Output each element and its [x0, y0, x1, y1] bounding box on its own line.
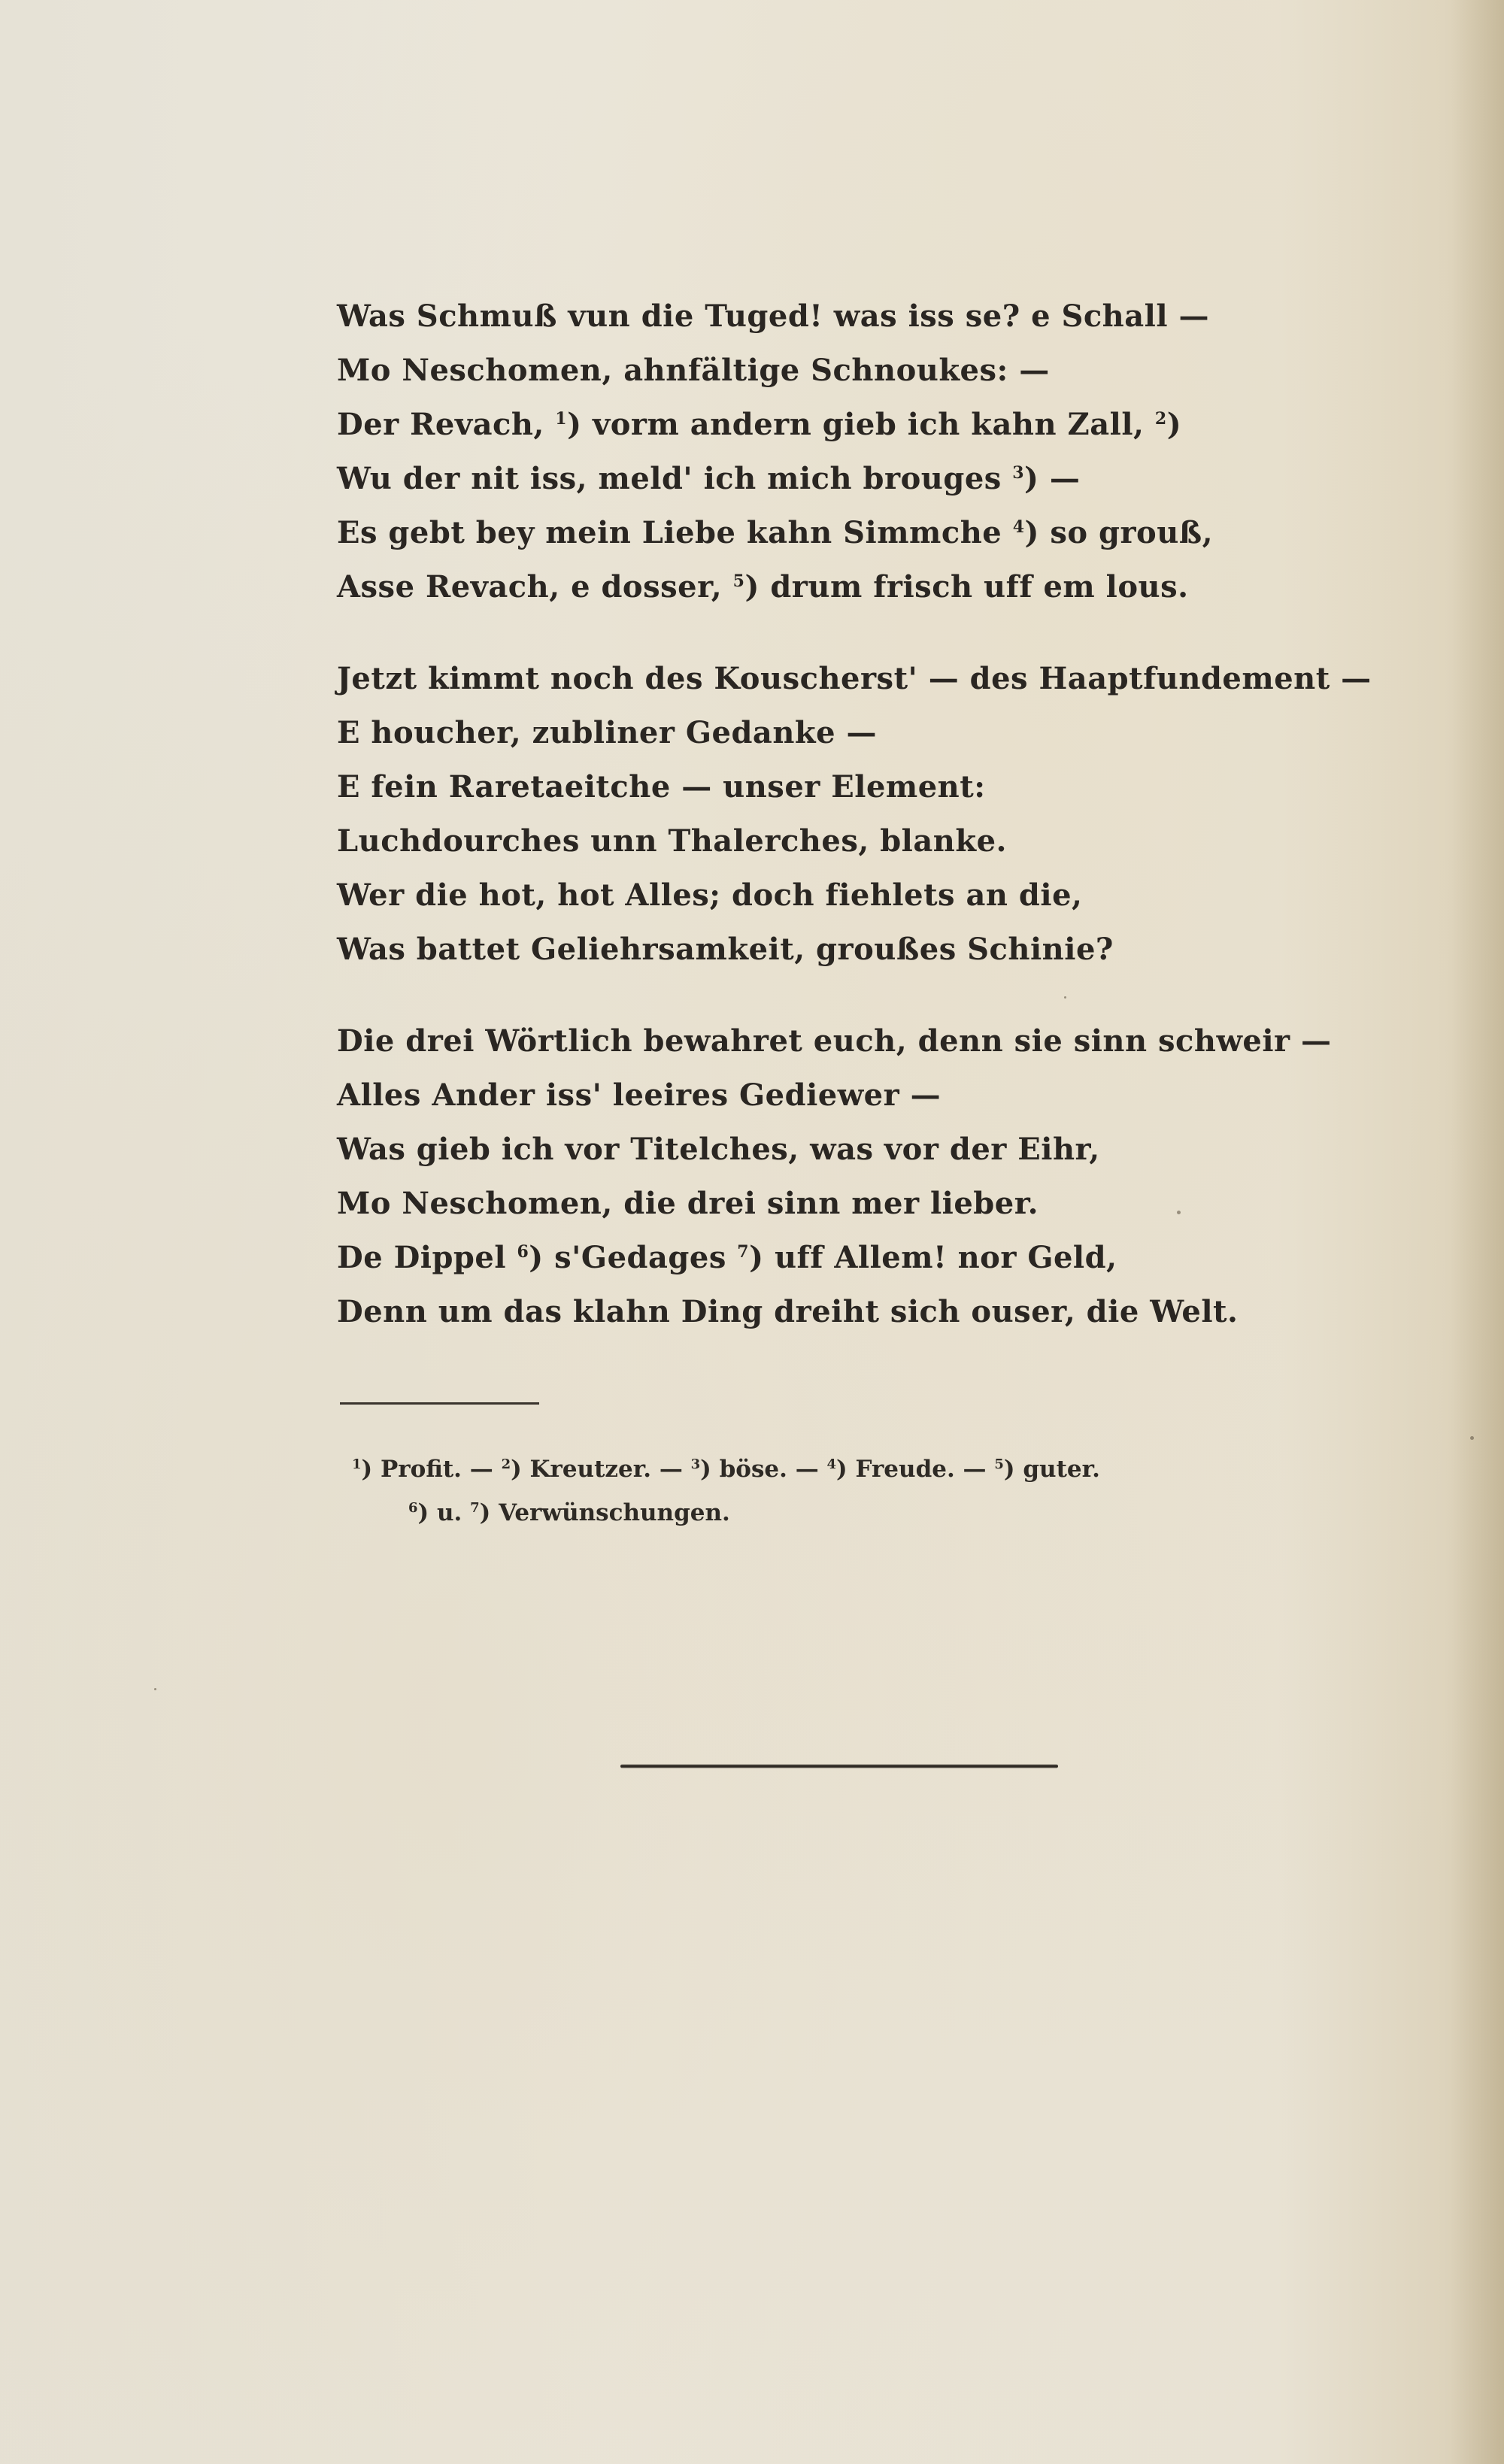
verse-text: Was gieb ich vor Titelches, was vor der Eihr,: [337, 1132, 1100, 1167]
verse-text: Was battet Geliehrsamkeit, groußes Schinie?: [337, 932, 1114, 967]
footnote-marker: 7: [737, 1242, 750, 1262]
verse-text: —: [1039, 461, 1081, 496]
paper-speck: [154, 1688, 156, 1690]
footnote-text: Kreutzer. —: [521, 1456, 691, 1483]
verse-text: Die drei Wörtlich bewahret euch, denn sie sinn schweir —: [337, 1023, 1332, 1059]
verse-line: Wu der nit iss, meld' ich mich brouges $^3$) —: [337, 461, 1081, 496]
stanza-1: [337, 289, 1390, 614]
verse-line: Es gebt bey mein Liebe kahn Simmche $^4$) so grouß,: [337, 515, 1214, 550]
poem-body: [337, 289, 1390, 1377]
footnote-marker: 1: [555, 409, 568, 429]
footnote-text: Verwünschungen.: [490, 1499, 730, 1526]
verse-text: Mo Neschomen, die drei sinn mer lieber.: [337, 1186, 1039, 1221]
verse-text: Wu der nit iss, meld' ich mich brouges: [337, 461, 1002, 496]
verse-line: [337, 760, 1390, 814]
verse-line: [337, 344, 1390, 398]
verse-line: [337, 1014, 1390, 1068]
verse-text: E fein Raretaeitche — unser Element:: [337, 769, 986, 805]
verse-line: [337, 652, 1390, 706]
verse-line: [337, 706, 1390, 760]
footnote-marker: 2: [1154, 409, 1167, 429]
footnotes: [352, 1447, 1375, 1535]
verse-line: [337, 868, 1390, 923]
footnote-marker: 5: [994, 1456, 1004, 1472]
verse-text: De Dippel: [337, 1240, 507, 1275]
footnote-marker: 4: [826, 1456, 837, 1472]
verse-text: E houcher, zubliner Gedanke —: [337, 715, 878, 750]
footnote-marker: 7: [470, 1500, 480, 1516]
verse-text: vorm andern gieb ich kahn Zall,: [581, 407, 1145, 442]
paper-speck: [1470, 1436, 1474, 1440]
footnote-line: $^6$) u. $^7$) Verwünschungen.: [408, 1499, 730, 1526]
footnote-marker: 1: [352, 1456, 362, 1472]
footnote-marker: 4: [1012, 517, 1025, 537]
verse-text: drum frisch uff em lous.: [759, 569, 1189, 605]
verse-line: [337, 923, 1390, 977]
footnote-marker: 3: [690, 1456, 701, 1472]
verse-line: [337, 289, 1390, 344]
verse-line: De Dippel $^6$) s'Gedages $^7$) uff Allem! nor Geld,: [337, 1240, 1117, 1275]
footnote-marker: 6: [517, 1242, 529, 1262]
footnote-marker: 5: [732, 571, 745, 591]
verse-text: Alles Ander iss' leeires Gediewer —: [337, 1077, 942, 1113]
footnote-separator-rule: [340, 1402, 539, 1405]
verse-text: Asse Revach, e dosser,: [337, 569, 723, 605]
verse-text: Denn um das klahn Ding dreiht sich ouser, die Welt.: [337, 1294, 1239, 1329]
footnote-text: guter.: [1014, 1456, 1100, 1483]
verse-text: Luchdourches unn Thalerches, blanke.: [337, 823, 1007, 859]
verse-text: Es gebt bey mein Liebe kahn Simmche: [337, 515, 1002, 550]
footnote-text: Freude. —: [847, 1456, 995, 1483]
paper-speck: [1177, 1211, 1181, 1214]
verse-line: [337, 814, 1390, 868]
verse-text: uff Allem! nor Geld,: [763, 1240, 1117, 1275]
footnote-marker: 2: [501, 1456, 511, 1472]
verse-text: Wer die hot, hot Alles; doch fiehlets an die,: [337, 877, 1083, 913]
footnote-line: $^1$) Profit. — $^2$) Kreutzer. — $^3$) böse. — $^4$) Freude. — $^5$) guter.: [352, 1456, 1100, 1483]
stanza-2: [337, 652, 1390, 977]
verse-line: Der Revach, $^1$) vorm andern gieb ich kahn Zall, $^2$): [337, 407, 1182, 442]
verse-text: s'Gedages: [543, 1240, 726, 1275]
footnote-marker: 3: [1012, 463, 1025, 483]
footnote-text: u.: [429, 1499, 471, 1526]
paper-speck: [1064, 996, 1066, 999]
verse-text: Jetzt kimmt noch des Kouscherst' — des Haaptfundement —: [337, 661, 1372, 696]
verse-text: so grouß,: [1039, 515, 1214, 550]
verse-text: Was Schmuß vun die Tuged! was iss se? e Schall —: [337, 299, 1209, 334]
stanza-3: [337, 1014, 1390, 1339]
verse-line: [337, 1068, 1390, 1123]
page-gutter-shadow: [1451, 0, 1504, 2464]
verse-text: Der Revach,: [337, 407, 544, 442]
footnote-marker: 6: [408, 1500, 418, 1516]
end-ornament-rule: [620, 1764, 1058, 1768]
verse-line: [337, 1123, 1390, 1177]
verse-line: [337, 1285, 1390, 1339]
verse-text: Mo Neschomen, ahnfältige Schnoukes: —: [337, 353, 1050, 388]
footnote-text: Profit. —: [372, 1456, 502, 1483]
verse-line: [337, 1177, 1390, 1231]
verse-line: Asse Revach, e dosser, $^5$) drum frisch uff em lous.: [337, 569, 1189, 605]
footnote-text: böse. —: [711, 1456, 827, 1483]
